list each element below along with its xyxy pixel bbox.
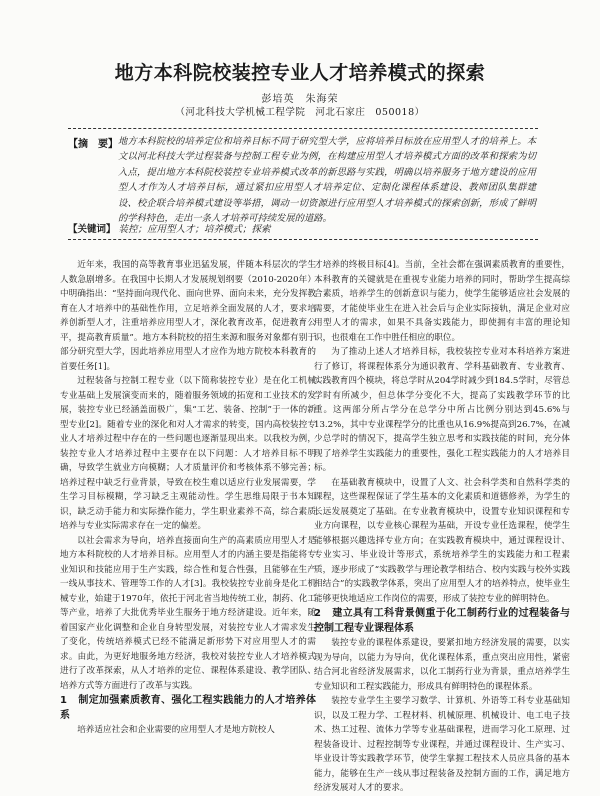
keywords-text: 装控；应用型人才；培养模式；探索	[118, 224, 271, 235]
section-number: 2	[314, 608, 321, 619]
article-title: 地方本科院校装控专业人才培养模式的探索	[114, 62, 486, 84]
body-paragraph: 才培养的终极目标[4]。当前，全社会都在强调素质教育的重要性，本科教育的关键就是在重视专业能力培养的同时，帮助学生提高综合素质，培养学生的创新意识与能力，使学生能够适应社会发展的需要，才能使毕业生在进入社会后与企业实际接轨，满足企业对应用型人才的需求，如果不具备实践能力，即使拥有丰富的理论知识，也很难在工作中胜任相应的职位。	[314, 260, 570, 343]
section-number: 1	[60, 695, 67, 706]
body-paragraph: 装控专业的课程体系建设，要紧扣地方经济发展的需要，以实现为导向，以能力为导向，优化课程体系，重点突出应用性，紧密结合河北省经济发展需求，以化工制药行业为背景，重点培养学生专业知识和工程实践能力，形成具有鲜明特色的课程体系。	[314, 638, 570, 692]
left-column	[60, 258, 316, 738]
article-affiliation: （河北科技大学机械工程学院 河北石家庄 050018）	[175, 107, 425, 118]
abstract-label: 【摘 要】	[68, 139, 118, 150]
right-column	[314, 258, 570, 796]
keywords-line	[68, 221, 538, 235]
section-heading-2	[314, 606, 570, 636]
keywords-label: 【关键词】	[68, 224, 116, 235]
body-paragraph: 装控专业学生主要学习数学、计算机、外语等工科专业基础知识，以及工程力学、工程材料、机械原理、机械设计、电工电子技术、热工过程、流体力学等专业基础课程，进而学习化工原理、过程装备设计、过程控制等专业课程，并通过课程设计、生产实习、毕业设计等实践教学环节，使学生掌握工程技术人员应具备的基本能力，能够在生产一线从事过程装备及控制方面的工作，满足地方经济发展对人才的要求。	[314, 696, 570, 793]
section-title: 建立具有工科背景侧重于化工制药行业的过程装备与控制工程专业课程体系	[314, 608, 570, 634]
body-paragraph: 近年来，我国的高等教育事业迅猛发展，伴随本科层次的学生人数急剧增多。在我国中长期人才发展规划纲要（2010-2020年）中明确指出：“坚持面向现代化、面向世界、面向未来，充分发挥教育在人才培养中的基础性作用，立足培养全面发展的人才，要求培养创新型人才，注重培养应用型人才，深化教育改革，促进教育公平，提高教育质量”。地方本科院校的招生来源和服务对象都有别于部分研究型大学，因此培养应用型人才应作为地方院校本科教育的首要任务[1]。	[60, 260, 316, 372]
article-authors: 彭培英 朱海荣	[261, 94, 339, 105]
section-title: 制定加强素质教育、强化工程实践能力的人才培养体系	[60, 695, 316, 721]
body-paragraph: 过程装备与控制工程专业（以下简称装控专业）是在化工机械专业基础上发展演变而来的，随着服务领域的拓宽和工业技术的发展，装控专业已经涵盖面极广，集“工艺、装备、控制”于一体的新型专业[2]。随着专业的深化和对人才需求的转变，国内高校装控专业人才培养过程中存在的一些问题也逐渐显现出来。以我校为例，装控专业人才培养过程中主要存在以下问题：人才培养目标不明确，导致学生就业方向模糊；人才质量评价和考核体系不够完善；培养过程中缺乏行业背景，导致在校生难以适应行业发展需要，学生学习目标模糊，学习缺乏主观能动性。学生思维局限于书本知识，缺乏动手能力和实际操作能力，学生职业素养不高，综合素质培养与专业实际需求存在一定的偏差。	[60, 376, 316, 531]
body-paragraph: 在基础教育模块中，设置了人文、社会科学类和自然科学类的课程，这些课程保证了学生基本的文化素质和道德修养，为学生的长远发展奠定了基础。在专业教育模块中，设置专业知识课程和专业方向课程，以专业核心课程为基础，开设专业任选课程，使学生能够根据兴趣选择专业方向；在实践教育模块中，通过课程设计、专业实习、毕业设计等形式，系统培养学生的实践能力和工程素质，逐步形成了“实践教学与理论教学相结合、校内实践与校外实践相结合”的实践教学体系，突出了应用型人才的培养特点，使毕业生能够更快地适应工作岗位的需要，形成了装控专业的鲜明特色。	[314, 477, 570, 604]
abstract-text: 地方本科院校的培养定位和培养目标不同于研究型大学，应将培养目标放在应用型人才的培养上。本文以河北科技大学过程装备与控制工程专业为例，在构建应用型人才培养模式方面的改革和探索为切入点，提出地方本科院校装控专业培养模式改革的新思路与实践，明确以培养服务于地方建设的应用型人才作为人才培养目标，通过紧扣应用型人才培养定位、定制化课程体系建设、教师团队集群建设、校企联合培养模式建设等举措，调动一切资源进行应用型人才培养模式的探索创新，形成了鲜明的学科特色，走出一条人才培养可持续发展的道路。	[118, 136, 536, 225]
body-paragraph: 培养适应社会和企业需要的应用型人才是地方院校人	[77, 725, 275, 735]
body-paragraph: 以社会需求为导向，培养直接面向生产的高素质应用型人才是地方本科院校的人才培养目标。应用型人才的内涵主要是指能将专业知识和技能应用于生产实践，综合性和复合性强，且能够在生产一线从事技术、管理等工作的人才[3]。我校装控专业前身是化工机械专业，始建于1970年，依托于河北省当地传统工业，制药、化工等产业，培养了大批优秀毕业生服务于地方经济建设。近年来，随着国家产业化调整和企业自身转型发展，对装控专业人才需求发生了变化，传统培养模式已经不能满足新形势下对应用型人才的需求。由此，为更好地服务地方经济，我校对装控专业人才培养模式进行了改革探索，从人才培养的定位、课程体系建设、教学团队、培养方式等方面进行了改革与实践。	[60, 535, 316, 691]
body-paragraph: 为了推动上述人才培养目标，我校装控专业对本科培养方案进行了修订，将课程体系分为通识教育、学科基础教育、专业教育、实践教育四个模块，将总学时从204学时减少到184.5学时，尽管总学时有所减少，但总体学分变化不大，提高了实践教学环节的比重。这两部分所占学分在总学分中所占比例分别达到45.6%与13.2%，其中专业课程学分的比重也从16.9%提高到26.7%，在减少总学时的情况下，提高学生独立思考和实践技能的时间，充分体现了培养学生实践能力的重要性，强化工程实践能力的人才培养目标。	[314, 347, 570, 473]
